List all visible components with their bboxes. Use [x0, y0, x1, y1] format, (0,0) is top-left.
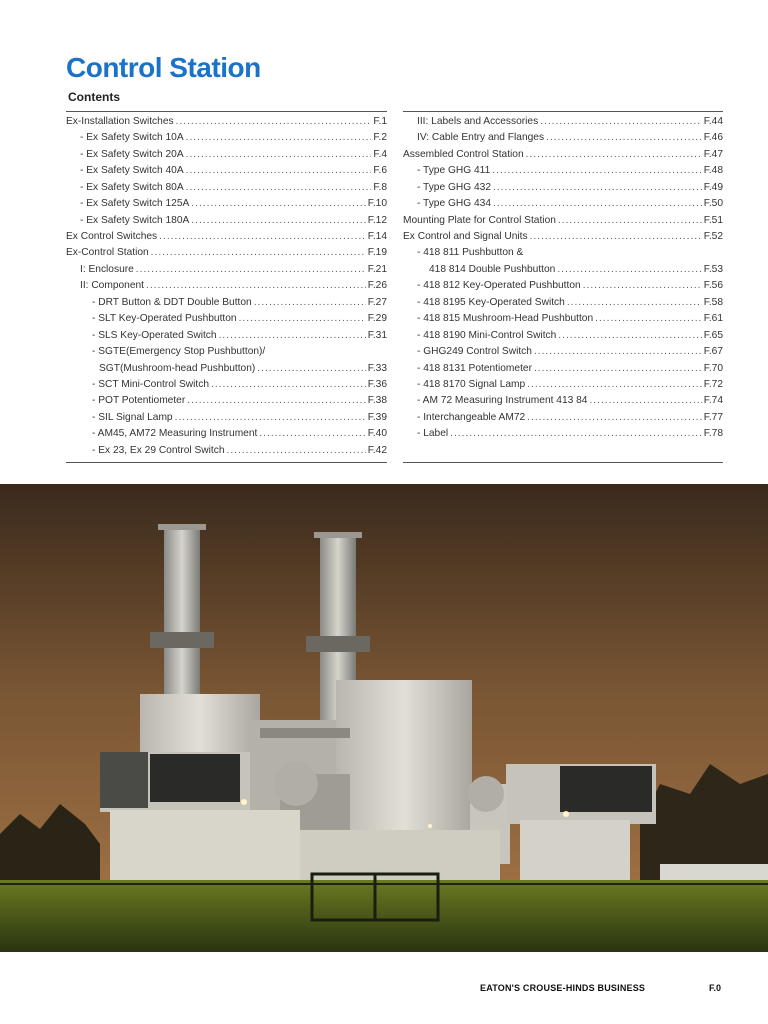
toc-leader-dots	[227, 443, 366, 459]
toc-entry-title: IV: Cable Entry and Flanges	[417, 132, 545, 144]
toc-entry	[403, 130, 723, 146]
toc-leader-dots	[534, 361, 702, 377]
toc-entry-page: F.44	[703, 115, 723, 127]
toc-entry-title: Ex Control Switches	[66, 231, 158, 243]
toc-entry	[403, 344, 723, 360]
toc-entry-title: - SLS Key-Operated Switch	[92, 329, 217, 341]
toc-right-bottom-rule	[403, 462, 723, 463]
toc-leader-dots	[493, 196, 702, 212]
toc-entry	[403, 278, 723, 294]
toc-entry	[66, 344, 387, 360]
toc-entry-page: F.10	[367, 198, 387, 210]
toc-entry	[66, 213, 387, 229]
toc-entry-page: F.12	[367, 214, 387, 226]
toc-entry-page: F.36	[367, 378, 387, 390]
toc-leader-dots	[583, 278, 702, 294]
toc-leader-dots	[254, 295, 366, 311]
toc-entry-title: - GHG249 Control Switch	[417, 346, 532, 358]
toc-entry-title: - Ex Safety Switch 125A	[80, 198, 190, 210]
toc-entry-title: - POT Potentiometer	[92, 395, 186, 407]
toc-leader-dots	[259, 426, 365, 442]
toc-entry-title: - Interchangeable AM72	[417, 411, 526, 423]
toc-entry-title: - 418 8131 Potentiometer	[417, 362, 532, 374]
toc-entry-page: F.26	[367, 280, 387, 292]
footer-brand: EATON'S CROUSE-HINDS BUSINESS	[480, 983, 646, 993]
toc-leader-dots	[187, 393, 366, 409]
toc-entry-title: - 418 811 Pushbutton &	[417, 247, 524, 259]
toc-leader-dots	[527, 410, 702, 426]
toc-entry-title: Assembled Control Station	[403, 148, 524, 160]
toc-entry-title: - AM 72 Measuring Instrument 413 84	[417, 395, 588, 407]
toc-entry	[403, 410, 723, 426]
toc-entry	[66, 361, 387, 377]
toc-entry-title: Ex-Control Station	[66, 247, 149, 259]
toc-leader-dots	[595, 311, 702, 327]
toc-leader-dots	[186, 130, 372, 146]
toc-entry-page: F.77	[703, 411, 723, 423]
toc-leader-dots	[589, 393, 701, 409]
toc-entry	[66, 295, 387, 311]
toc-entry-title: - Ex Safety Switch 80A	[80, 181, 184, 193]
toc-leader-dots	[546, 130, 702, 146]
toc-leader-dots	[211, 377, 366, 393]
toc-entry	[403, 114, 723, 130]
toc-leader-dots	[146, 278, 366, 294]
toc-entry-page: F.21	[367, 263, 387, 275]
toc-leader-dots	[567, 295, 702, 311]
toc-entry	[66, 163, 387, 179]
toc-leader-dots	[257, 361, 365, 377]
toc-entry-title: - SLT Key-Operated Pushbutton	[92, 313, 237, 325]
toc-entry	[403, 147, 723, 163]
toc-leader-dots	[527, 377, 702, 393]
toc-entry	[66, 246, 387, 262]
toc-entry-page: F.2	[373, 132, 387, 144]
toc-leader-dots	[186, 147, 372, 163]
toc-entry-page: F.42	[367, 444, 387, 456]
toc-entry-title: - SIL Signal Lamp	[92, 411, 173, 423]
toc-entry-title: Mounting Plate for Control Station	[403, 214, 556, 226]
toc-entry-page: F.47	[703, 148, 723, 160]
toc-entry-page: F.48	[703, 165, 723, 177]
toc-entry	[66, 278, 387, 294]
toc-entry-title: - 418 815 Mushroom-Head Pushbutton	[417, 313, 594, 325]
toc-entry	[403, 163, 723, 179]
toc-entry-title: I: Enclosure	[80, 263, 134, 275]
toc-entry-page: F.29	[367, 313, 387, 325]
toc-entry-page: F.19	[367, 247, 387, 259]
toc-entry-title: - Ex 23, Ex 29 Control Switch	[92, 444, 225, 456]
toc-entry-page: F.38	[367, 395, 387, 407]
toc-entry-page: F.39	[367, 411, 387, 423]
toc-entry-page: F.78	[703, 428, 723, 440]
toc-entry	[403, 229, 723, 245]
toc-leader-dots	[186, 163, 372, 179]
toc-entry	[66, 426, 387, 442]
toc-entry-title: - Ex Safety Switch 180A	[80, 214, 190, 226]
toc-entry-page: F.58	[703, 296, 723, 308]
toc-leader-dots	[176, 114, 372, 130]
toc-right-column	[403, 111, 723, 446]
toc-entry-page: F.49	[703, 181, 723, 193]
toc-leader-dots	[239, 311, 366, 327]
toc-leader-dots	[219, 328, 366, 344]
toc-entry-page: F.4	[373, 148, 387, 160]
toc-entry-page: F.67	[703, 346, 723, 358]
toc-entry-page: F.70	[703, 362, 723, 374]
toc-entry-page: F.31	[367, 329, 387, 341]
page-title: Control Station	[66, 52, 261, 83]
toc-entry-title: - Ex Safety Switch 40A	[80, 165, 184, 177]
toc-entry	[66, 393, 387, 409]
toc-entry-title: 418 814 Double Pushbutton	[429, 263, 556, 275]
toc-entry	[403, 246, 723, 262]
toc-entry-page: F.56	[703, 280, 723, 292]
toc-leader-dots	[151, 245, 366, 261]
toc-entry-page: F.6	[373, 165, 387, 177]
toc-entry-title: - DRT Button & DDT Double Button	[92, 296, 252, 308]
toc-leader-dots	[175, 410, 366, 426]
toc-entry	[66, 229, 387, 245]
toc-entry	[66, 443, 387, 459]
toc-entry-title: - Ex Safety Switch 10A	[80, 132, 184, 144]
footer-page-number: F.0	[709, 983, 722, 993]
toc-entry-title: - 418 8195 Key-Operated Switch	[417, 296, 565, 308]
toc-entry-page: F.27	[367, 296, 387, 308]
toc-entry-title: - Type GHG 411	[417, 165, 491, 177]
toc-entry-page: F.74	[703, 395, 723, 407]
toc-entry-page: F.8	[373, 181, 387, 193]
toc-entry	[66, 147, 387, 163]
toc-leader-dots	[558, 328, 701, 344]
toc-entry	[403, 311, 723, 327]
toc-entry-page: F.40	[367, 428, 387, 440]
toc-leader-dots	[493, 180, 702, 196]
toc-entry-title: - SCT Mini-Control Switch	[92, 378, 209, 390]
toc-entry	[403, 180, 723, 196]
toc-entry-title: - Type GHG 434	[417, 198, 491, 210]
toc-entry	[403, 393, 723, 409]
toc-leader-dots	[534, 344, 702, 360]
toc-leader-dots	[191, 213, 365, 229]
toc-leader-dots	[136, 262, 366, 278]
toc-entry	[66, 114, 387, 130]
toc-entry-title: III: Labels and Accessories	[417, 115, 539, 127]
toc-entry-title: Ex-Installation Switches	[66, 115, 174, 127]
toc-entry-title: - Type GHG 432	[417, 181, 491, 193]
contents-heading: Contents	[68, 90, 120, 104]
toc-entry	[403, 328, 723, 344]
toc-entry-title: Ex Control and Signal Units	[403, 231, 528, 243]
toc-entry-title: - 418 812 Key-Operated Pushbutton	[417, 280, 581, 292]
toc-leader-dots	[526, 147, 702, 163]
toc-entry	[403, 377, 723, 393]
toc-entry-page: F.46	[703, 132, 723, 144]
toc-entry	[66, 328, 387, 344]
toc-leader-dots	[159, 229, 366, 245]
toc-leader-dots	[186, 180, 372, 196]
toc-entry-page: F.72	[703, 378, 723, 390]
toc-entry-title: - AM45, AM72 Measuring Instrument	[92, 428, 258, 440]
toc-entry	[403, 213, 723, 229]
toc-entry	[66, 262, 387, 278]
toc-entry-title: - 418 8170 Signal Lamp	[417, 378, 526, 390]
toc-entry	[66, 196, 387, 212]
toc-entry	[403, 426, 723, 442]
toc-entry-page: F.33	[367, 362, 387, 374]
toc-leader-dots	[557, 262, 701, 278]
toc-entry	[66, 377, 387, 393]
toc-leader-dots	[450, 426, 702, 442]
toc-entry-title: - Label	[417, 428, 449, 440]
toc-entry-title: - SGTE(Emergency Stop Pushbutton)/	[92, 346, 266, 358]
toc-left-column	[66, 111, 387, 463]
toc-entry-page: F.1	[373, 115, 387, 127]
toc-leader-dots	[530, 229, 702, 245]
toc-entry-page: F.61	[703, 313, 723, 325]
toc-entry	[66, 180, 387, 196]
toc-leader-dots	[492, 163, 702, 179]
toc-entry	[66, 311, 387, 327]
power-plant-photo	[0, 484, 768, 952]
toc-entry	[403, 361, 723, 377]
toc-entry	[403, 262, 723, 278]
toc-leader-dots	[191, 196, 365, 212]
toc-entry-page: F.65	[703, 329, 723, 341]
toc-entry-page: F.51	[703, 214, 723, 226]
toc-leader-dots	[540, 114, 702, 130]
toc-entry-title: - Ex Safety Switch 20A	[80, 148, 184, 160]
toc-entry-page: F.52	[703, 231, 723, 243]
toc-entry-page: F.53	[703, 263, 723, 275]
toc-entry-title: SGT(Mushroom-head Pushbutton)	[99, 362, 256, 374]
toc-entry-title: - 418 8190 Mini-Control Switch	[417, 329, 557, 341]
toc-entry-page: F.50	[703, 198, 723, 210]
toc-entry	[403, 295, 723, 311]
toc-leader-dots	[558, 213, 702, 229]
toc-entry	[403, 196, 723, 212]
toc-entry-title: II: Component	[80, 280, 144, 292]
toc-entry-page: F.14	[367, 231, 387, 243]
toc-entry	[66, 410, 387, 426]
toc-entry	[66, 130, 387, 146]
